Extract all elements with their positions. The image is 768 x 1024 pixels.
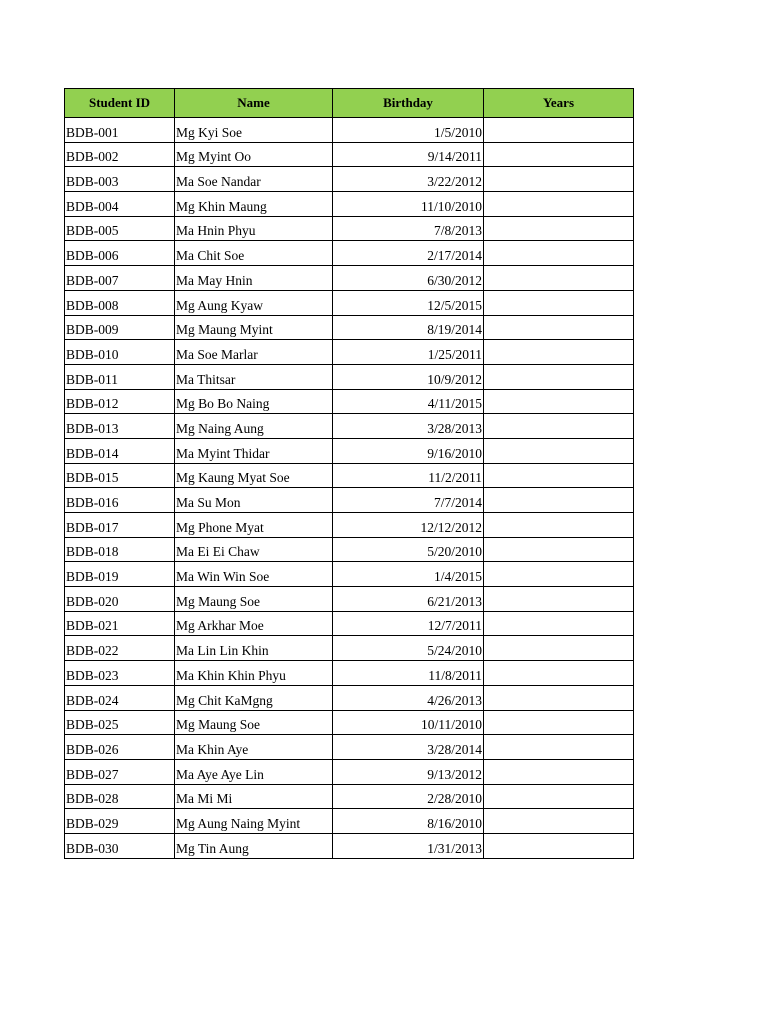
table-row bbox=[65, 562, 634, 587]
cell-birthday[interactable]: 10/9/2012 bbox=[333, 364, 484, 389]
cell-birthday[interactable]: 1/25/2011 bbox=[333, 340, 484, 365]
cell-birthday[interactable]: 6/21/2013 bbox=[333, 587, 484, 612]
cell-years[interactable] bbox=[484, 340, 634, 365]
table-row bbox=[65, 118, 634, 143]
cell-birthday[interactable]: 9/16/2010 bbox=[333, 438, 484, 463]
cell-birthday[interactable]: 1/4/2015 bbox=[333, 562, 484, 587]
cell-name[interactable]: Mg Maung Myint bbox=[175, 315, 333, 340]
cell-birthday[interactable]: 1/5/2010 bbox=[333, 118, 484, 143]
cell-student-id[interactable]: BDB-002 bbox=[65, 142, 175, 167]
cell-student-id[interactable]: BDB-003 bbox=[65, 167, 175, 192]
table-row bbox=[65, 241, 634, 266]
table-row bbox=[65, 661, 634, 686]
cell-years[interactable] bbox=[484, 438, 634, 463]
cell-student-id[interactable]: BDB-010 bbox=[65, 340, 175, 365]
cell-name[interactable]: Ma Khin Khin Phyu bbox=[175, 661, 333, 686]
cell-years[interactable] bbox=[484, 414, 634, 439]
cell-years[interactable] bbox=[484, 364, 634, 389]
cell-birthday[interactable]: 5/20/2010 bbox=[333, 537, 484, 562]
cell-birthday[interactable]: 4/26/2013 bbox=[333, 685, 484, 710]
cell-birthday[interactable]: 8/16/2010 bbox=[333, 809, 484, 834]
cell-student-id[interactable]: BDB-004 bbox=[65, 192, 175, 217]
cell-name[interactable]: Mg Phone Myat bbox=[175, 513, 333, 538]
header-years[interactable]: Years bbox=[484, 89, 634, 118]
cell-birthday[interactable]: 11/8/2011 bbox=[333, 661, 484, 686]
cell-years[interactable] bbox=[484, 784, 634, 809]
cell-years[interactable] bbox=[484, 685, 634, 710]
cell-student-id[interactable]: BDB-027 bbox=[65, 759, 175, 784]
cell-name[interactable]: Ma Mi Mi bbox=[175, 784, 333, 809]
cell-student-id[interactable]: BDB-026 bbox=[65, 735, 175, 760]
cell-name[interactable]: Mg Myint Oo bbox=[175, 142, 333, 167]
cell-student-id[interactable]: BDB-025 bbox=[65, 710, 175, 735]
table-row bbox=[65, 463, 634, 488]
cell-years[interactable] bbox=[484, 142, 634, 167]
cell-years[interactable] bbox=[484, 587, 634, 612]
cell-name[interactable]: Ma Chit Soe bbox=[175, 241, 333, 266]
table-row bbox=[65, 784, 634, 809]
cell-birthday[interactable]: 7/7/2014 bbox=[333, 488, 484, 513]
cell-name[interactable]: Mg Kyi Soe bbox=[175, 118, 333, 143]
cell-name[interactable]: Mg Kaung Myat Soe bbox=[175, 463, 333, 488]
cell-student-id[interactable]: BDB-013 bbox=[65, 414, 175, 439]
cell-birthday[interactable]: 7/8/2013 bbox=[333, 216, 484, 241]
student-table bbox=[64, 88, 634, 859]
cell-years[interactable] bbox=[484, 241, 634, 266]
cell-student-id[interactable]: BDB-017 bbox=[65, 513, 175, 538]
cell-name[interactable]: Mg Tin Aung bbox=[175, 833, 333, 858]
cell-birthday[interactable]: 12/12/2012 bbox=[333, 513, 484, 538]
cell-name[interactable]: Ma Soe Nandar bbox=[175, 167, 333, 192]
cell-student-id[interactable]: BDB-021 bbox=[65, 611, 175, 636]
cell-student-id[interactable]: BDB-028 bbox=[65, 784, 175, 809]
cell-birthday[interactable]: 11/10/2010 bbox=[333, 192, 484, 217]
cell-years[interactable] bbox=[484, 809, 634, 834]
table-row bbox=[65, 636, 634, 661]
cell-years[interactable] bbox=[484, 537, 634, 562]
table-row bbox=[65, 216, 634, 241]
cell-name[interactable]: Ma Win Win Soe bbox=[175, 562, 333, 587]
header-row bbox=[65, 89, 634, 118]
cell-name[interactable]: Ma Su Mon bbox=[175, 488, 333, 513]
cell-years[interactable] bbox=[484, 710, 634, 735]
table-row bbox=[65, 833, 634, 858]
table-row bbox=[65, 192, 634, 217]
cell-years[interactable] bbox=[484, 833, 634, 858]
table-row bbox=[65, 611, 634, 636]
table-row bbox=[65, 414, 634, 439]
table-row bbox=[65, 537, 634, 562]
cell-years[interactable] bbox=[484, 389, 634, 414]
table-row bbox=[65, 587, 634, 612]
cell-birthday[interactable]: 9/13/2012 bbox=[333, 759, 484, 784]
cell-student-id[interactable]: BDB-008 bbox=[65, 290, 175, 315]
cell-student-id[interactable]: BDB-009 bbox=[65, 315, 175, 340]
header-name[interactable]: Name bbox=[175, 89, 333, 118]
cell-student-id[interactable]: BDB-024 bbox=[65, 685, 175, 710]
cell-years[interactable] bbox=[484, 488, 634, 513]
cell-student-id[interactable]: BDB-022 bbox=[65, 636, 175, 661]
cell-student-id[interactable]: BDB-006 bbox=[65, 241, 175, 266]
cell-birthday[interactable]: 12/5/2015 bbox=[333, 290, 484, 315]
cell-student-id[interactable]: BDB-012 bbox=[65, 389, 175, 414]
cell-name[interactable]: Mg Khin Maung bbox=[175, 192, 333, 217]
cell-years[interactable] bbox=[484, 216, 634, 241]
cell-years[interactable] bbox=[484, 192, 634, 217]
cell-name[interactable]: Ma Myint Thidar bbox=[175, 438, 333, 463]
cell-name[interactable]: Ma May Hnin bbox=[175, 266, 333, 291]
table-row bbox=[65, 438, 634, 463]
cell-name[interactable]: Ma Thitsar bbox=[175, 364, 333, 389]
cell-name[interactable]: Ma Ei Ei Chaw bbox=[175, 537, 333, 562]
cell-student-id[interactable]: BDB-011 bbox=[65, 364, 175, 389]
cell-birthday[interactable]: 2/28/2010 bbox=[333, 784, 484, 809]
cell-birthday[interactable]: 5/24/2010 bbox=[333, 636, 484, 661]
cell-years[interactable] bbox=[484, 290, 634, 315]
table-row bbox=[65, 290, 634, 315]
cell-years[interactable] bbox=[484, 463, 634, 488]
cell-birthday[interactable]: 4/11/2015 bbox=[333, 389, 484, 414]
cell-student-id[interactable]: BDB-018 bbox=[65, 537, 175, 562]
cell-student-id[interactable]: BDB-030 bbox=[65, 833, 175, 858]
table-row bbox=[65, 364, 634, 389]
cell-student-id[interactable]: BDB-020 bbox=[65, 587, 175, 612]
cell-student-id[interactable]: BDB-005 bbox=[65, 216, 175, 241]
cell-years[interactable] bbox=[484, 118, 634, 143]
cell-birthday[interactable]: 3/22/2012 bbox=[333, 167, 484, 192]
cell-years[interactable] bbox=[484, 266, 634, 291]
cell-years[interactable] bbox=[484, 636, 634, 661]
table-row bbox=[65, 266, 634, 291]
table-row bbox=[65, 340, 634, 365]
cell-name[interactable]: Ma Soe Marlar bbox=[175, 340, 333, 365]
table-row bbox=[65, 167, 634, 192]
cell-birthday[interactable]: 10/11/2010 bbox=[333, 710, 484, 735]
table-row bbox=[65, 488, 634, 513]
cell-years[interactable] bbox=[484, 661, 634, 686]
table-row bbox=[65, 735, 634, 760]
cell-name[interactable]: Mg Arkhar Moe bbox=[175, 611, 333, 636]
cell-name[interactable]: Ma Khin Aye bbox=[175, 735, 333, 760]
cell-name[interactable]: Ma Lin Lin Khin bbox=[175, 636, 333, 661]
cell-years[interactable] bbox=[484, 759, 634, 784]
cell-years[interactable] bbox=[484, 735, 634, 760]
cell-name[interactable]: Mg Bo Bo Naing bbox=[175, 389, 333, 414]
table-row bbox=[65, 759, 634, 784]
cell-name[interactable]: Mg Aung Kyaw bbox=[175, 290, 333, 315]
cell-student-id[interactable]: BDB-019 bbox=[65, 562, 175, 587]
cell-name[interactable]: Mg Naing Aung bbox=[175, 414, 333, 439]
cell-years[interactable] bbox=[484, 562, 634, 587]
table-row bbox=[65, 685, 634, 710]
cell-student-id[interactable]: BDB-023 bbox=[65, 661, 175, 686]
cell-birthday[interactable]: 3/28/2013 bbox=[333, 414, 484, 439]
cell-birthday[interactable]: 1/31/2013 bbox=[333, 833, 484, 858]
header-student-id[interactable]: Student ID bbox=[65, 89, 175, 118]
cell-name[interactable]: Ma Hnin Phyu bbox=[175, 216, 333, 241]
table-row bbox=[65, 710, 634, 735]
cell-name[interactable]: Mg Chit KaMgng bbox=[175, 685, 333, 710]
cell-birthday[interactable]: 8/19/2014 bbox=[333, 315, 484, 340]
cell-name[interactable]: Mg Aung Naing Myint bbox=[175, 809, 333, 834]
cell-years[interactable] bbox=[484, 315, 634, 340]
cell-birthday[interactable]: 6/30/2012 bbox=[333, 266, 484, 291]
cell-years[interactable] bbox=[484, 167, 634, 192]
table-row bbox=[65, 513, 634, 538]
table-row bbox=[65, 389, 634, 414]
cell-birthday[interactable]: 11/2/2011 bbox=[333, 463, 484, 488]
cell-birthday[interactable]: 3/28/2014 bbox=[333, 735, 484, 760]
cell-student-id[interactable]: BDB-015 bbox=[65, 463, 175, 488]
table-row bbox=[65, 315, 634, 340]
cell-name[interactable]: Mg Maung Soe bbox=[175, 710, 333, 735]
cell-student-id[interactable]: BDB-007 bbox=[65, 266, 175, 291]
table-row bbox=[65, 142, 634, 167]
cell-student-id[interactable]: BDB-029 bbox=[65, 809, 175, 834]
cell-birthday[interactable]: 12/7/2011 bbox=[333, 611, 484, 636]
cell-student-id[interactable]: BDB-016 bbox=[65, 488, 175, 513]
cell-name[interactable]: Ma Aye Aye Lin bbox=[175, 759, 333, 784]
cell-birthday[interactable]: 2/17/2014 bbox=[333, 241, 484, 266]
cell-student-id[interactable]: BDB-001 bbox=[65, 118, 175, 143]
cell-birthday[interactable]: 9/14/2011 bbox=[333, 142, 484, 167]
header-birthday[interactable]: Birthday bbox=[333, 89, 484, 118]
cell-years[interactable] bbox=[484, 611, 634, 636]
cell-student-id[interactable]: BDB-014 bbox=[65, 438, 175, 463]
cell-name[interactable]: Mg Maung Soe bbox=[175, 587, 333, 612]
cell-years[interactable] bbox=[484, 513, 634, 538]
table-row bbox=[65, 809, 634, 834]
